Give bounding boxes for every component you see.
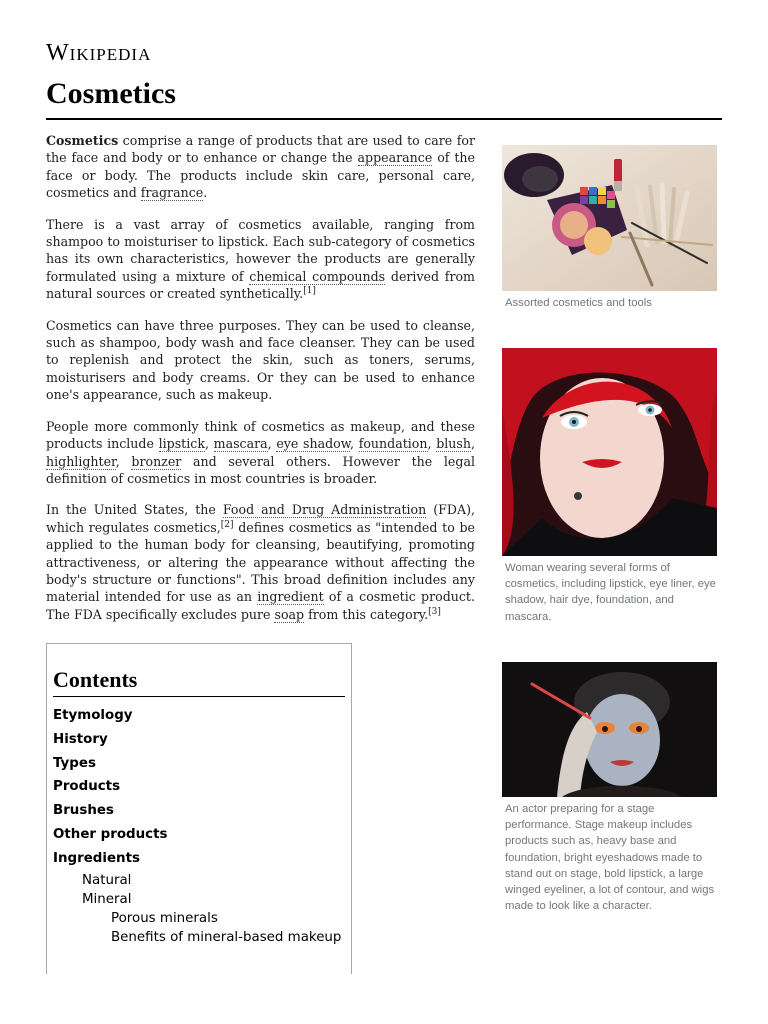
text-run: ,: [470, 436, 475, 452]
cosmetics-tools-image[interactable]: [502, 145, 717, 291]
reference-3[interactable]: [3]: [428, 606, 441, 617]
wordmark-letter: A: [138, 45, 152, 64]
text-run: ,: [115, 453, 132, 469]
stage-actor-image[interactable]: [502, 662, 717, 797]
text-run: of the face or body. The products include skin care, personal care, cosmetics and: [46, 150, 475, 201]
reference-1[interactable]: [1]: [303, 286, 316, 297]
text-run: .: [203, 185, 208, 201]
toc-item-products[interactable]: Products: [53, 779, 121, 795]
text-run: ,: [204, 436, 214, 452]
wordmark-letter: P: [96, 45, 107, 64]
text-run: defines cosmetics as "intended to be applied to the human body for cleansing, beautifying, promoting attractiveness, or altering the appearance without affecting the body's structure or functions". This broad definition includes any material intended for use as an: [46, 519, 475, 605]
wordmark-letter: I: [69, 45, 77, 64]
wordmark-letter: W: [46, 40, 70, 66]
toc-item-natural[interactable]: Natural: [82, 872, 132, 888]
reference-2[interactable]: [2]: [220, 519, 234, 530]
toc-item-brushes[interactable]: Brushes: [53, 803, 114, 819]
paragraph-purposes: Cosmetics can have three purposes. They can be used to cleanse, such as shampoo, body wash and face cleanser. They can be used to replenish and protect the skin, such as toners, serums, moisturisers and body creams. Or they can be used to enhance one's appearance, such as makeup.: [46, 317, 475, 403]
link-fda[interactable]: Food and Drug Administration: [222, 502, 427, 518]
link-soap[interactable]: soap: [274, 606, 305, 622]
link-fragrance[interactable]: fragrance: [140, 185, 204, 201]
text-run: In the United States, the: [46, 502, 223, 518]
text-run: and several others. However the legal definition of cosmetics in most countries is broader.: [46, 453, 475, 486]
paragraph-variety: [46, 216, 475, 303]
text-run: of a cosmetic product. The FDA specifically excludes pure: [46, 589, 475, 622]
figure-caption: Assorted cosmetics and tools: [505, 297, 652, 309]
text-run: derived from natural sources or created synthetically.: [46, 268, 475, 302]
page-title: Cosmetics: [46, 76, 722, 120]
link-bronzer[interactable]: bronzer: [131, 453, 182, 469]
toc-item-porous-minerals[interactable]: Porous minerals: [111, 910, 218, 926]
figure-caption: Woman wearing several forms of cosmetics, including lipstick, eye liner, eye shadow, hair dye, foundation, and mascara.: [505, 562, 716, 623]
toc-item-types[interactable]: Types: [53, 755, 96, 771]
text-run: from this category.: [304, 606, 429, 622]
link-chemical-compounds[interactable]: chemical compounds: [249, 268, 386, 284]
link-lipstick[interactable]: lipstick: [158, 436, 205, 452]
wordmark-letter: I: [131, 45, 139, 64]
toc-title: Contents: [53, 666, 345, 697]
woman-makeup-image[interactable]: [502, 348, 717, 556]
toc-item-etymology[interactable]: Etymology: [53, 708, 133, 723]
toc-item-ingredients[interactable]: Ingredients: [53, 850, 140, 866]
text-run: People more commonly think of cosmetics as makeup, and these products include: [46, 418, 475, 452]
paragraph-makeup: [46, 418, 475, 488]
text-run: There is a vast array of cosmetics available, ranging from shampoo to moisturiser to lipstick. Each sub-category of cosmetics has its own characteristics, however the products are generally formulated using a mixture of: [46, 216, 475, 284]
paragraph-intro: [46, 132, 475, 202]
toc-list: [53, 704, 341, 948]
text-run: comprise a range of products that are used to care for the face and body or to enhance or change the: [46, 133, 475, 166]
article-body: [46, 132, 475, 637]
table-of-contents: [46, 643, 352, 974]
figure-caption: An actor preparing for a stage performance. Stage makeup includes products such as, heavy base and foundation, bright eyeshadows made to stand out on stage, bold lipstick, a large winged eyeliner, a lot of contour, and wigs made to look like a character.: [505, 803, 715, 913]
link-appearance[interactable]: appearance: [357, 150, 433, 166]
text-run: (FDA), which regulates cosmetics,: [46, 502, 475, 535]
figure-stage-actor: [502, 662, 717, 914]
wordmark-letter: I: [89, 45, 97, 64]
wordmark-letter: E: [106, 45, 119, 64]
link-foundation[interactable]: foundation: [358, 436, 428, 452]
toc-item-benefits-mineral-makeup[interactable]: Benefits of mineral-based makeup: [111, 930, 342, 946]
figure-cosmetics-tools: [502, 145, 717, 311]
text-run: ,: [267, 436, 277, 452]
wikipedia-wordmark[interactable]: [46, 40, 151, 67]
link-eye-shadow[interactable]: eye shadow: [276, 436, 351, 452]
link-blush[interactable]: blush: [436, 436, 471, 452]
wordmark-letter: D: [118, 45, 132, 64]
text-run: ,: [350, 436, 359, 452]
figure-woman-makeup: [502, 348, 717, 625]
text-run: ,: [427, 436, 437, 452]
toc-item-history[interactable]: History: [53, 731, 108, 747]
lead-term: Cosmetics: [46, 133, 119, 148]
wordmark-letter: K: [76, 45, 90, 64]
link-highlighter[interactable]: highlighter: [46, 453, 116, 469]
link-mascara[interactable]: mascara: [213, 436, 268, 452]
toc-item-mineral[interactable]: Mineral: [82, 891, 132, 907]
toc-item-other-products[interactable]: Other products: [53, 826, 168, 842]
paragraph-fda: [46, 501, 475, 623]
link-ingredient[interactable]: ingredient: [257, 589, 324, 605]
